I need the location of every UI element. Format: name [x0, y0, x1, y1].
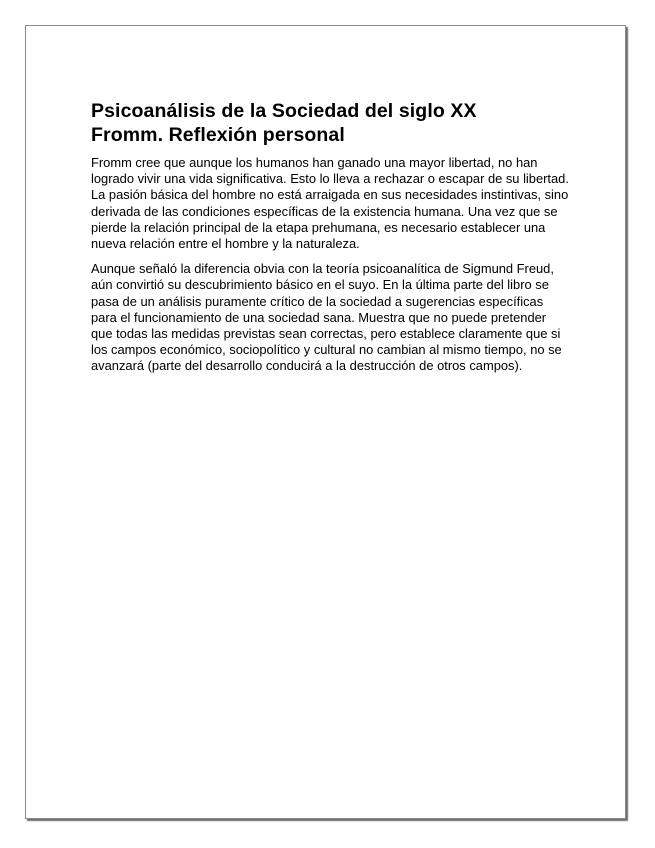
document-title — [91, 99, 569, 147]
document-page — [25, 25, 626, 819]
title-line-2: Fromm. Reflexión personal — [91, 124, 345, 146]
title-line-1: Psicoanálisis de la Sociedad del siglo XX — [91, 100, 477, 122]
page-content — [91, 99, 569, 384]
paragraph-2: Aunque señaló la diferencia obvia con la teoría psicoanalítica de Sigmund Freud, aún convirtió su descubrimiento básico en el suyo. En la última parte del libro se pasa de un análisis puramente crítico de la sociedad a sugerencias específicas para el funcionamiento de una sociedad sana. Muestra que no puede pretender que todas las medidas previstas sean correctas, pero establece claramente que si los campos económico, sociopolítico y cultural no cambian al mismo tiempo, no se avanzará (parte del desarrollo conducirá a la destrucción de otros campos). — [91, 261, 562, 374]
paragraph-1: Fromm cree que aunque los humanos han ganado una mayor libertad, no han logrado vivir una vida significativa. Esto lo lleva a rechazar o escapar de su libertad. La pasión básica del hombre no está arraigada en sus necesidades instintivas, sino derivada de las condiciones específicas de la existencia humana. Una vez que se pierde la relación principal de la etapa prehumana, es necesario establecer una nueva relación entre el hombre y la naturaleza. — [91, 155, 569, 252]
